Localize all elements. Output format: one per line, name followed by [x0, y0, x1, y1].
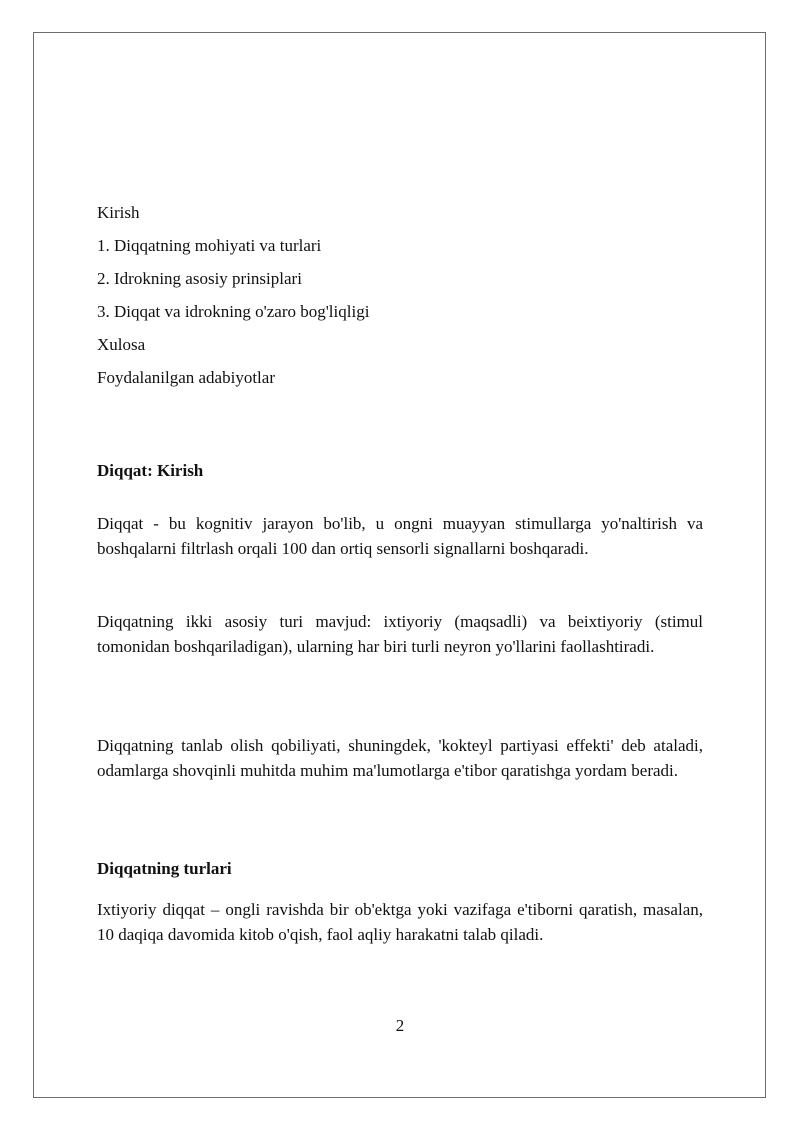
paragraph-2: Diqqatning ikki asosiy turi mavjud: ixtiyoriy (maqsadli) va beixtiyoriy (stimul tomonidan boshqariladigan), ularning har biri turli neyron yo'llarini faollashtiradi. [97, 612, 703, 656]
page-number: 2 [395, 1016, 405, 1035]
paragraph-1: Diqqat - bu kognitiv jarayon bo'lib, u ongni muayyan stimullarga yo'naltirish va boshqalarni filtrlash orqali 100 dan ortiq sensorli signallarni boshqaradi. [97, 514, 703, 558]
section-heading-types: Diqqatning turlari [97, 859, 232, 878]
toc-item-intro: Kirish [97, 203, 140, 222]
paragraph-3: Diqqatning tanlab olish qobiliyati, shuningdek, 'kokteyl partiyasi effekti' deb ataladi, odamlarga shovqinli muhitda muhim ma'lumotlarga e'tibor qaratishga yordam beradi. [97, 736, 703, 780]
toc-item-chapter-1: 1. Diqqatning mohiyati va turlari [97, 236, 322, 255]
paragraph-4: Ixtiyoriy diqqat – ongli ravishda bir ob'ektga yoki vazifaga e'tiborni qaratish, masalan, 10 daqiqa davomida kitob o'qish, faol aqliy harakatni talab qiladi. [97, 900, 703, 944]
section-heading-intro: Diqqat: Kirish [97, 461, 204, 480]
toc-item-chapter-3: 3. Diqqat va idrokning o'zaro bog'liqligi [97, 302, 370, 321]
toc-item-references: Foydalanilgan adabiyotlar [97, 368, 275, 387]
toc-item-chapter-2: 2. Idrokning asosiy prinsiplari [97, 269, 302, 288]
toc-item-conclusion: Xulosa [97, 335, 146, 354]
table-of-contents [97, 200, 703, 398]
